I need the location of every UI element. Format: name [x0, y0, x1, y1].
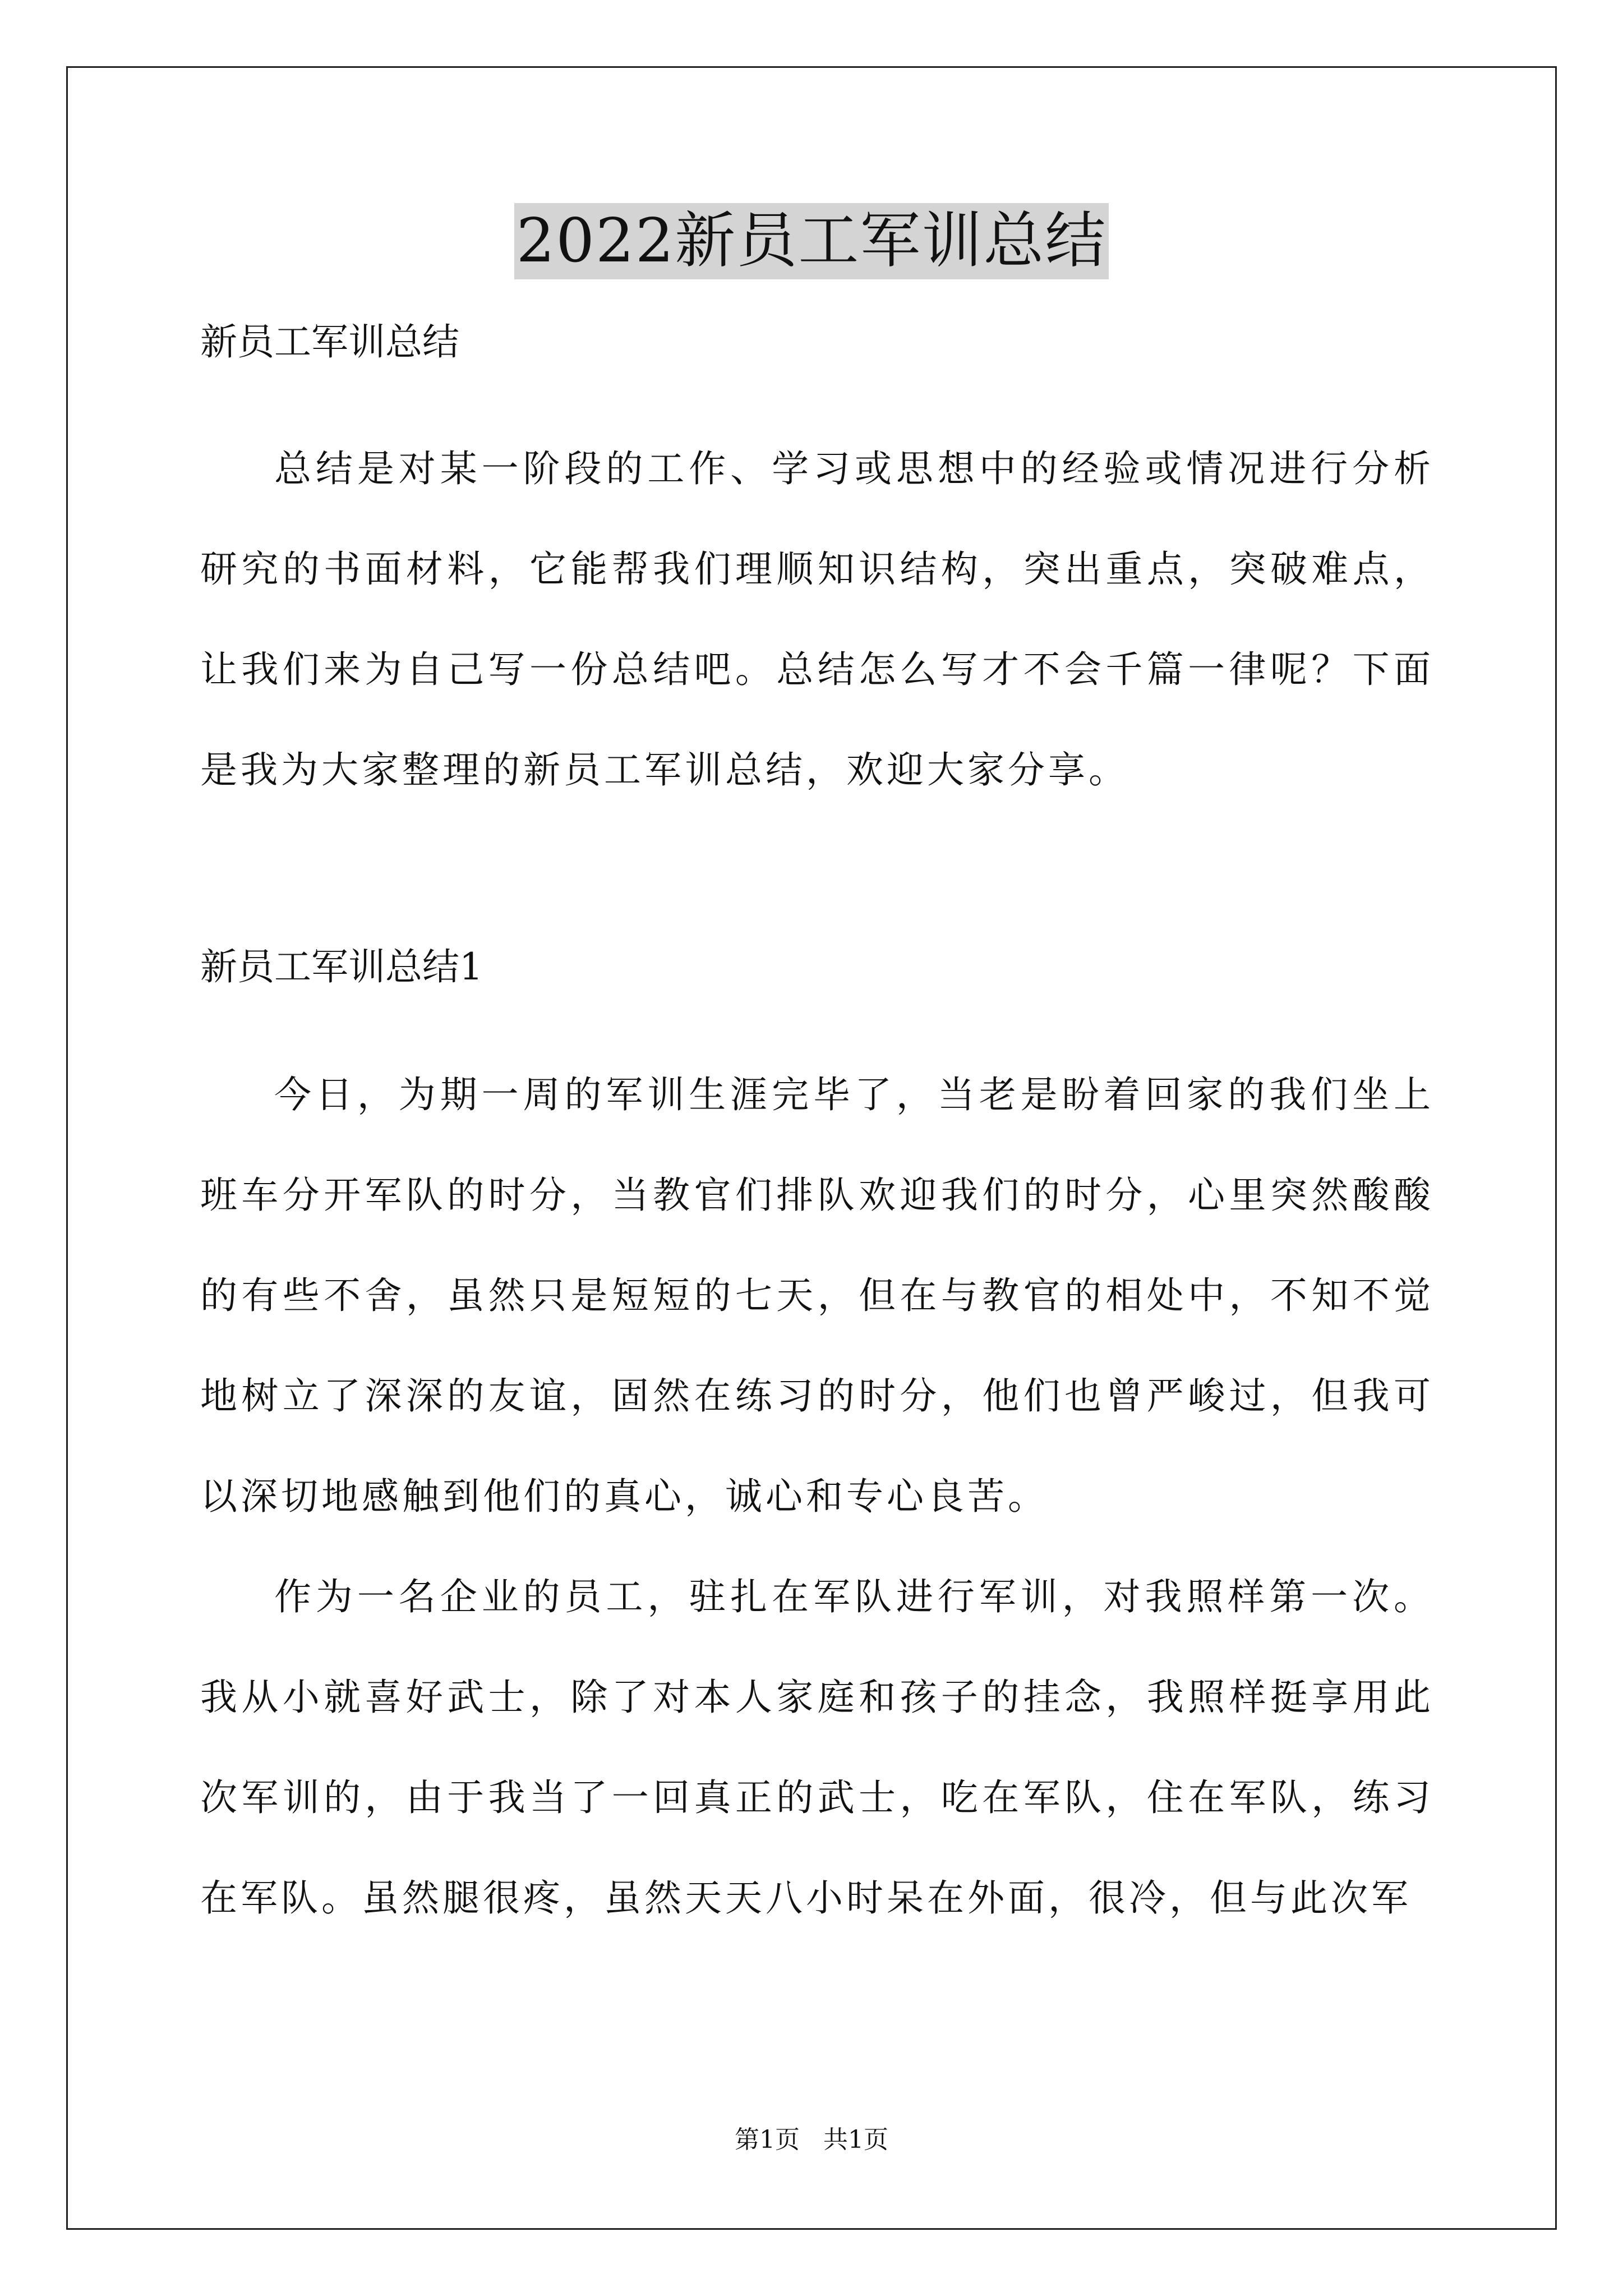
- page-footer: 第1页 共1页: [735, 2125, 888, 2154]
- intro-paragraph: 总结是对某一阶段的工作、学习或思想中的经验或情况进行分析研究的书面材料，它能帮我们理顺知识结构，突出重点，突破难点，让我们来为自己写一份总结吧。总结怎么写才不会千篇一律呢？下面是我为大家整理的新员工军训总结，欢迎大家分享。: [200, 447, 1434, 792]
- section-heading: 新员工军训总结1: [200, 945, 483, 988]
- section-paragraph-2: 作为一名企业的员工，驻扎在军队进行军训，对我照样第一次。我从小就喜好武士，除了对本人家庭和孩子的挂念，我照样挺享用此次军训的，由于我当了一回真正的武士，吃在军队，住在军队，练习在军队。虽然腿很疼，虽然天天八小时呆在外面，很冷，但与此次军: [200, 1575, 1434, 1920]
- document-body: [200, 314, 1434, 1948]
- intro-heading: 新员工军训总结: [200, 320, 459, 364]
- section-paragraph-1: 今日，为期一周的军训生涯完毕了，当老是盼着回家的我们坐上班车分开军队的时分，当教官们排队欢迎我们的时分，心里突然酸酸的有些不舍，虽然只是短短的七天，但在与教官的相处中，不知不觉地树立了深深的友谊，固然在练习的时分，他们也曾严峻过，但我可以深切地感触到他们的真心，诚心和专心良苦。: [200, 1073, 1434, 1518]
- document-title: 2022新员工军训总结: [514, 203, 1109, 279]
- title-container: [0, 203, 1623, 279]
